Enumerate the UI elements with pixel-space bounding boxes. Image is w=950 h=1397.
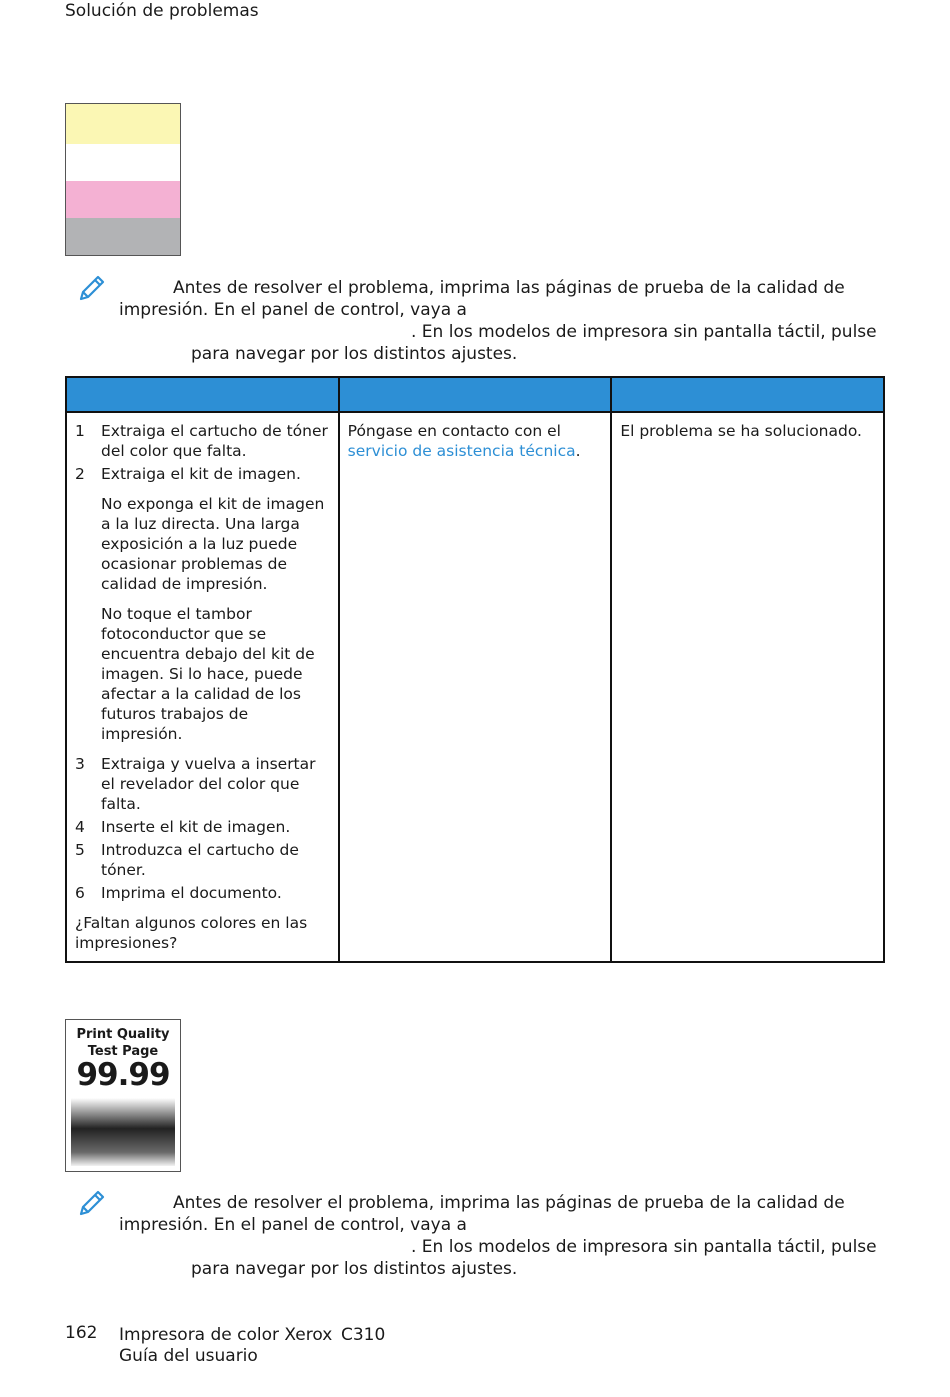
contact-text: Póngase en contacto con el xyxy=(347,422,561,440)
table-header-row xyxy=(66,377,884,412)
note-line: impresión. En el panel de control, vaya a xyxy=(119,1215,467,1235)
troubleshooting-table xyxy=(65,376,885,963)
product-name: Impresora de color Xerox xyxy=(119,1325,333,1345)
list-item: 4 Inserte el kit de imagen. xyxy=(75,818,291,836)
model-name: C310 xyxy=(341,1325,386,1345)
list-item: 5 Introduzca el cartucho de tóner. xyxy=(75,841,299,879)
note-line: Antes de resolver el problema, imprima las páginas de prueba de la calidad de xyxy=(173,278,845,298)
missing-band xyxy=(66,144,180,181)
page-number: 162 xyxy=(65,1323,98,1343)
table-row xyxy=(66,412,884,962)
test-page-title-2: Test Page xyxy=(87,1044,159,1059)
magenta-band xyxy=(66,181,180,218)
pencil-icon xyxy=(76,1187,106,1219)
table-header-no xyxy=(611,377,884,412)
action-cell xyxy=(66,412,339,962)
note-line: para navegar por los distintos ajustes. xyxy=(191,1259,518,1279)
print-quality-test-page-image xyxy=(65,1019,181,1172)
test-page-title-1: Print Quality xyxy=(76,1027,170,1042)
section-title: Solución de problemas xyxy=(65,1,259,21)
yes-cell xyxy=(339,412,612,962)
note-line: . En los modelos de impresora sin pantalla táctil, pulse xyxy=(411,1237,877,1257)
test-page-number: 99.99 xyxy=(76,1057,170,1093)
action-steps-continued xyxy=(75,754,330,903)
list-item: 6 Imprima el documento. xyxy=(75,884,282,902)
table-header-yes xyxy=(339,377,612,412)
note-line: Antes de resolver el problema, imprima las páginas de prueba de la calidad de xyxy=(173,1193,845,1213)
list-item: 2 Extraiga el kit de imagen. xyxy=(75,465,301,483)
no-cell xyxy=(611,412,884,962)
note-line: . En los modelos de impresora sin pantalla táctil, pulse xyxy=(411,322,877,342)
question-text: ¿Faltan algunos colores en las impresiones? xyxy=(75,914,308,952)
list-item: 3 Extraiga y vuelva a insertar el revelador del color que falta. xyxy=(75,755,316,813)
guide-name: Guía del usuario xyxy=(119,1346,258,1366)
tech-support-link[interactable]: servicio de asistencia técnica xyxy=(347,442,576,460)
note-line: impresión. En el panel de control, vaya a xyxy=(119,300,467,320)
missing-colors-sample-image xyxy=(65,103,181,256)
warning-photoconductor: No toque el tambor fotoconductor que se encuentra debajo del kit de imagen. Si lo hace, puede afectar a la calidad de los futuros trabajos de impresión. xyxy=(101,605,315,743)
table-header-action xyxy=(66,377,339,412)
note-line: para navegar por los distintos ajustes. xyxy=(191,344,518,364)
action-steps xyxy=(75,421,330,484)
list-item: 1 Extraiga el cartucho de tóner del color que falta. xyxy=(75,422,328,460)
period: . xyxy=(575,442,581,460)
pencil-icon xyxy=(76,272,106,304)
solved-text: El problema se ha solucionado. xyxy=(620,422,862,440)
test-page-gradient xyxy=(71,1098,175,1166)
yellow-band xyxy=(66,104,180,144)
warning-light-exposure: No exponga el kit de imagen a la luz directa. Una larga exposición a la luz puede ocasionar problemas de calidad de impresión. xyxy=(101,495,325,593)
gray-band xyxy=(66,218,180,256)
